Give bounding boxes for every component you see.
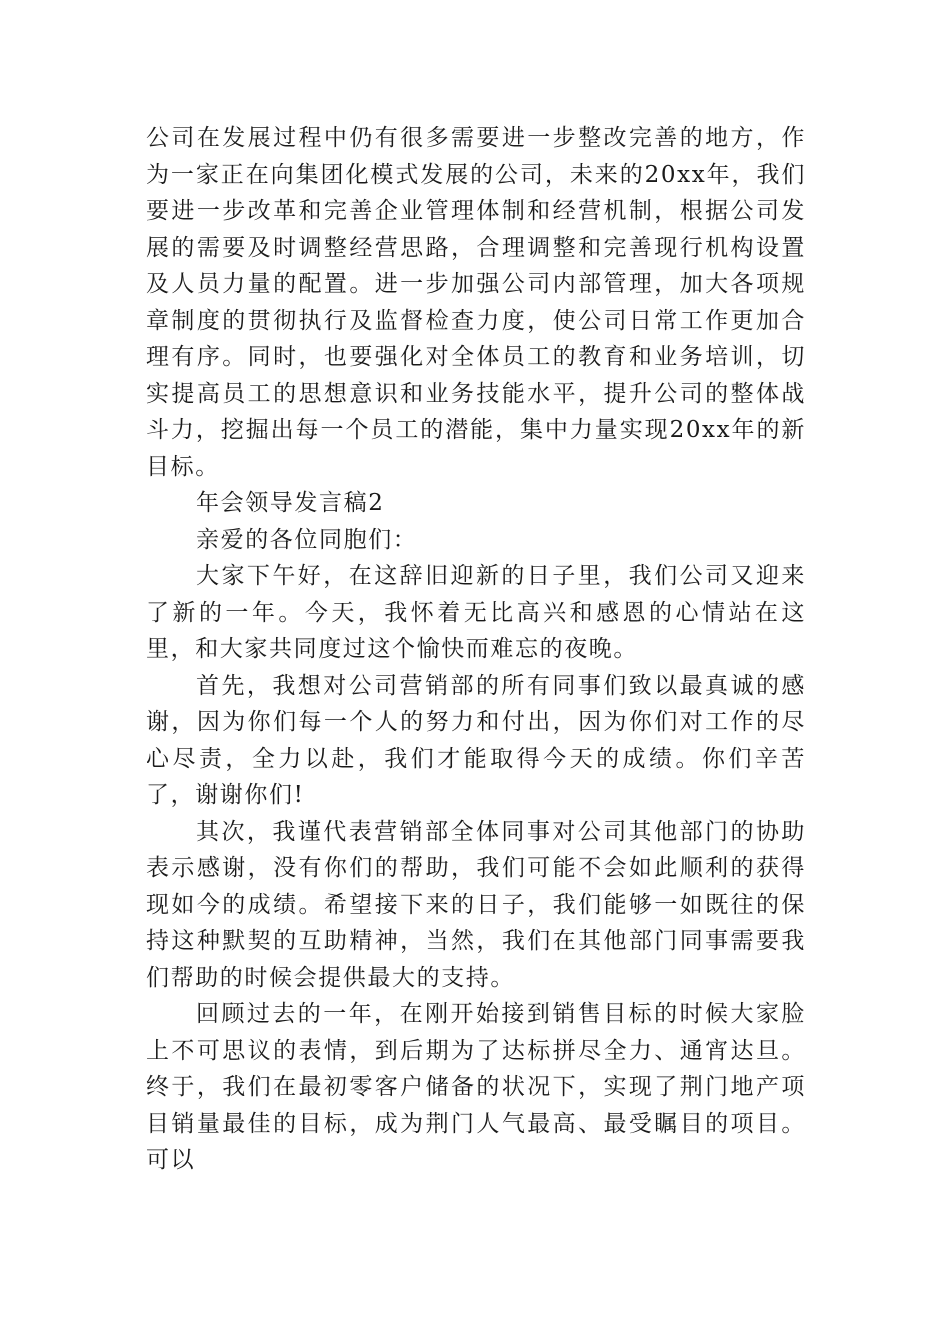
section-heading: 年会领导发言稿2 — [196, 490, 385, 516]
paragraph-thanks-departments: 其次，我谨代表营销部全体同事对公司其他部门的协助表示感谢，没有你们的帮助，我们可能不会如此顺利的获得现如今的成绩。希望接下来的日子，我们能够一如既往的保持这种默契的互助精神，当然，我们在其他部门同事需要我们帮助的时候会提供最大的支持。 — [146, 818, 806, 991]
paragraph-greeting: 大家下午好，在这辞旧迎新的日子里，我们公司又迎来了新的一年。今天，我怀着无比高兴和感恩的心情站在这里，和大家共同度过这个愉快而难忘的夜晚。 — [146, 563, 806, 662]
paragraph-body-continuation: 公司在发展过程中仍有很多需要进一步整改完善的地方，作为一家正在向集团化模式发展的公司，未来的20xx年，我们要进一步改革和完善企业管理体制和经营机制，根据公司发展的需要及时调整经营思路，合理调整和完善现行机构设置及人员力量的配置。进一步加强公司内部管理，加大各项规章制度的贯彻执行及监督检查力度，使公司日常工作更加合理有序。同时，也要强化对全体员工的教育和业务培训，切实提高员工的思想意识和业务技能水平，提升公司的整体战斗力，挖掘出每一个员工的潜能，集中力量实现20xx年的新目标。 — [146, 125, 806, 480]
document-page — [146, 120, 806, 1179]
paragraph-review: 回顾过去的一年，在刚开始接到销售目标的时候大家脸上不可思议的表情，到后期为了达标拼尽全力、通宵达旦。终于，我们在最初零客户储备的状况下，实现了荆门地产项目销量最佳的目标，成为荆门人气最高、最受瞩目的项目。可以 — [146, 1001, 806, 1173]
salutation: 亲爱的各位同胞们： — [196, 526, 418, 553]
paragraph-thanks-marketing: 首先，我想对公司营销部的所有同事们致以最真诚的感谢，因为你们每一个人的努力和付出，因为你们对工作的尽心尽责，全力以赴，我们才能取得今天的成绩。你们辛苦了，谢谢你们! — [146, 672, 806, 808]
